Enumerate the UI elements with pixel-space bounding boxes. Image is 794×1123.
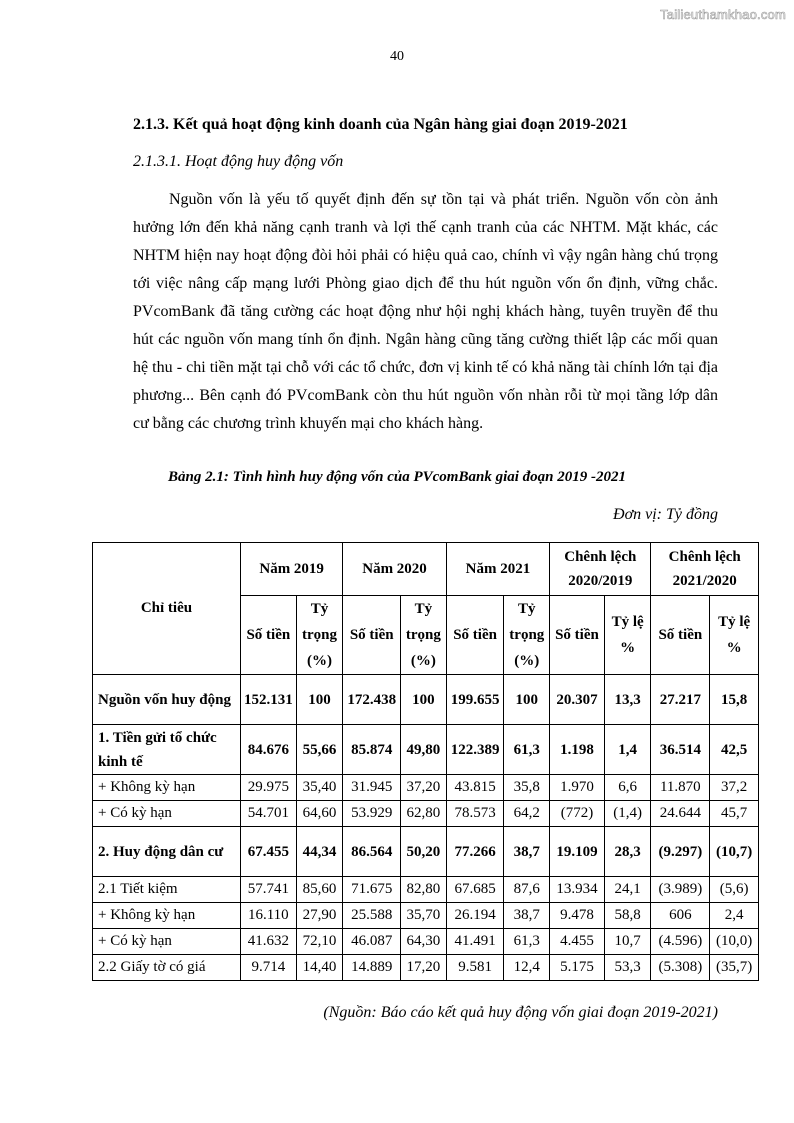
cell: 9.714 — [240, 955, 296, 981]
cell: 61,3 — [504, 725, 550, 775]
cell: 13.934 — [550, 877, 605, 903]
cell: (1,4) — [604, 801, 651, 827]
cell: 11.870 — [651, 775, 710, 801]
watermark: Tailieuthamkhao.com — [660, 7, 786, 22]
cell: 64,60 — [296, 801, 343, 827]
subheader-rate: Tỷ lệ % — [604, 596, 651, 675]
table-row — [93, 827, 759, 877]
row-label: 2.1 Tiết kiệm — [93, 877, 241, 903]
cell: 37,20 — [401, 775, 447, 801]
cell: 54.701 — [240, 801, 296, 827]
row-label: 2. Huy động dân cư — [93, 827, 241, 877]
cell: 17,20 — [401, 955, 447, 981]
subheader-amount: Số tiền — [240, 596, 296, 675]
cell: 199.655 — [446, 675, 504, 725]
cell: 41.632 — [240, 929, 296, 955]
cell: 85,60 — [296, 877, 343, 903]
cell: (772) — [550, 801, 605, 827]
cell: 24.644 — [651, 801, 710, 827]
cell: 64,30 — [401, 929, 447, 955]
row-label: Nguồn vốn huy động — [93, 675, 241, 725]
page-number: 40 — [390, 49, 404, 64]
cell: 100 — [296, 675, 343, 725]
cell: 35,40 — [296, 775, 343, 801]
cell: 19.109 — [550, 827, 605, 877]
cell: 152.131 — [240, 675, 296, 725]
table-row — [93, 929, 759, 955]
source-note: (Nguồn: Báo cáo kết quả huy động vốn giai đoạn 2019-2021) — [323, 1004, 718, 1021]
cell: 13,3 — [604, 675, 651, 725]
cell: 84.676 — [240, 725, 296, 775]
cell: (10,0) — [710, 929, 759, 955]
cell: (5,6) — [710, 877, 759, 903]
cell: 64,2 — [504, 801, 550, 827]
cell: 100 — [504, 675, 550, 725]
cell: 35,8 — [504, 775, 550, 801]
cell: 55,66 — [296, 725, 343, 775]
cell: 82,80 — [401, 877, 447, 903]
row-label: + Có kỳ hạn — [93, 801, 241, 827]
header-indicator: Chỉ tiêu — [93, 543, 241, 675]
cell: 31.945 — [343, 775, 401, 801]
cell: 53,3 — [604, 955, 651, 981]
cell: 10,7 — [604, 929, 651, 955]
subheader-share: Tỷ trọng (%) — [401, 596, 447, 675]
cell: 14,40 — [296, 955, 343, 981]
table-row — [93, 877, 759, 903]
cell: 29.975 — [240, 775, 296, 801]
cell: 5.175 — [550, 955, 605, 981]
cell: 606 — [651, 903, 710, 929]
cell: 15,8 — [710, 675, 759, 725]
row-label: + Không kỳ hạn — [93, 903, 241, 929]
cell: 87,6 — [504, 877, 550, 903]
cell: 25.588 — [343, 903, 401, 929]
cell: 37,2 — [710, 775, 759, 801]
cell: (9.297) — [651, 827, 710, 877]
table-row — [93, 775, 759, 801]
cell: 26.194 — [446, 903, 504, 929]
cell: 38,7 — [504, 903, 550, 929]
cell: 6,6 — [604, 775, 651, 801]
cell: 1.198 — [550, 725, 605, 775]
cell: 28,3 — [604, 827, 651, 877]
cell: 46.087 — [343, 929, 401, 955]
subheader-share: Tỷ trọng (%) — [504, 596, 550, 675]
header-year-2021: Năm 2021 — [446, 543, 549, 596]
cell: 1.970 — [550, 775, 605, 801]
cell: 77.266 — [446, 827, 504, 877]
row-label: 1. Tiền gửi tổ chức kinh tế — [93, 725, 241, 775]
cell: (5.308) — [651, 955, 710, 981]
subheader-rate: Tỷ lệ % — [710, 596, 759, 675]
cell: 122.389 — [446, 725, 504, 775]
cell: 172.438 — [343, 675, 401, 725]
table-row — [93, 955, 759, 981]
cell: 57.741 — [240, 877, 296, 903]
cell: (10,7) — [710, 827, 759, 877]
table-row — [93, 903, 759, 929]
cell: 71.675 — [343, 877, 401, 903]
cell: 1,4 — [604, 725, 651, 775]
cell: 38,7 — [504, 827, 550, 877]
subheader-share: Tỷ trọng (%) — [296, 596, 343, 675]
cell: 100 — [401, 675, 447, 725]
cell: 45,7 — [710, 801, 759, 827]
cell: 41.491 — [446, 929, 504, 955]
table-row — [93, 725, 759, 775]
cell: (35,7) — [710, 955, 759, 981]
capital-mobilization-table — [92, 542, 759, 981]
cell: 61,3 — [504, 929, 550, 955]
subheader-amount: Số tiền — [651, 596, 710, 675]
row-label: + Không kỳ hạn — [93, 775, 241, 801]
cell: 78.573 — [446, 801, 504, 827]
cell: 50,20 — [401, 827, 447, 877]
cell: 27.217 — [651, 675, 710, 725]
cell: 62,80 — [401, 801, 447, 827]
cell: 9.478 — [550, 903, 605, 929]
cell: 16.110 — [240, 903, 296, 929]
cell: 86.564 — [343, 827, 401, 877]
cell: 9.581 — [446, 955, 504, 981]
table-header-row-groups — [93, 543, 759, 596]
cell: (4.596) — [651, 929, 710, 955]
row-label: + Có kỳ hạn — [93, 929, 241, 955]
header-diff-2020-2019: Chênh lệch 2020/2019 — [550, 543, 651, 596]
subheader-amount: Số tiền — [446, 596, 504, 675]
header-year-2019: Năm 2019 — [240, 543, 342, 596]
cell: 2,4 — [710, 903, 759, 929]
header-year-2020: Năm 2020 — [343, 543, 446, 596]
cell: 43.815 — [446, 775, 504, 801]
cell: 49,80 — [401, 725, 447, 775]
header-diff-2021-2020: Chênh lệch 2021/2020 — [651, 543, 759, 596]
cell: 14.889 — [343, 955, 401, 981]
table-row — [93, 801, 759, 827]
subheader-amount: Số tiền — [550, 596, 605, 675]
cell: 44,34 — [296, 827, 343, 877]
cell: 72,10 — [296, 929, 343, 955]
table-row — [93, 675, 759, 725]
body-paragraph: Nguồn vốn là yếu tố quyết định đến sự tồn tại và phát triển. Nguồn vốn còn ảnh hưởng lớn đến khả năng cạnh tranh và lợi thế cạnh tranh của các NHTM. Mặt khác, các NHTM hiện nay hoạt động đòi hỏi phải có hiệu quả cao, chính vì vậy ngân hàng chú trọng tới việc nâng cấp mạng lưới Phòng giao dịch để thu hút nguồn vốn ổn định, vững chắc. PVcomBank đã tăng cường các hoạt động như hội nghị khách hàng, tuyên truyền để thu hút các nguồn vốn mang tính ổn định. Ngân hàng cũng tăng cường thiết lập các mối quan hệ thu - chi tiền mặt tại chỗ với các tổ chức, đơn vị kinh tế có khả năng tài chính lớn tại địa phương... Bên cạnh đó PVcomBank còn thu hút nguồn vốn nhàn rỗi từ mọi tầng lớp dân cư bằng các chương trình khuyến mại cho khách hàng. — [133, 191, 718, 432]
cell: 67.455 — [240, 827, 296, 877]
cell: 36.514 — [651, 725, 710, 775]
cell: 58,8 — [604, 903, 651, 929]
cell: 12,4 — [504, 955, 550, 981]
cell: 24,1 — [604, 877, 651, 903]
cell: 67.685 — [446, 877, 504, 903]
cell: 27,90 — [296, 903, 343, 929]
cell: 4.455 — [550, 929, 605, 955]
table-caption: Bảng 2.1: Tình hình huy động vốn của PVcomBank giai đoạn 2019 -2021 — [168, 469, 626, 485]
row-label: 2.2 Giấy tờ có giá — [93, 955, 241, 981]
cell: 42,5 — [710, 725, 759, 775]
cell: 53.929 — [343, 801, 401, 827]
cell: 85.874 — [343, 725, 401, 775]
subheader-amount: Số tiền — [343, 596, 401, 675]
section-heading: 2.1.3. Kết quả hoạt động kinh doanh của Ngân hàng giai đoạn 2019-2021 — [133, 116, 628, 133]
cell: 35,70 — [401, 903, 447, 929]
cell: 20.307 — [550, 675, 605, 725]
cell: (3.989) — [651, 877, 710, 903]
unit-note: Đơn vị: Tỷ đồng — [613, 506, 718, 523]
subsection-heading: 2.1.3.1. Hoạt động huy động vốn — [133, 153, 344, 170]
